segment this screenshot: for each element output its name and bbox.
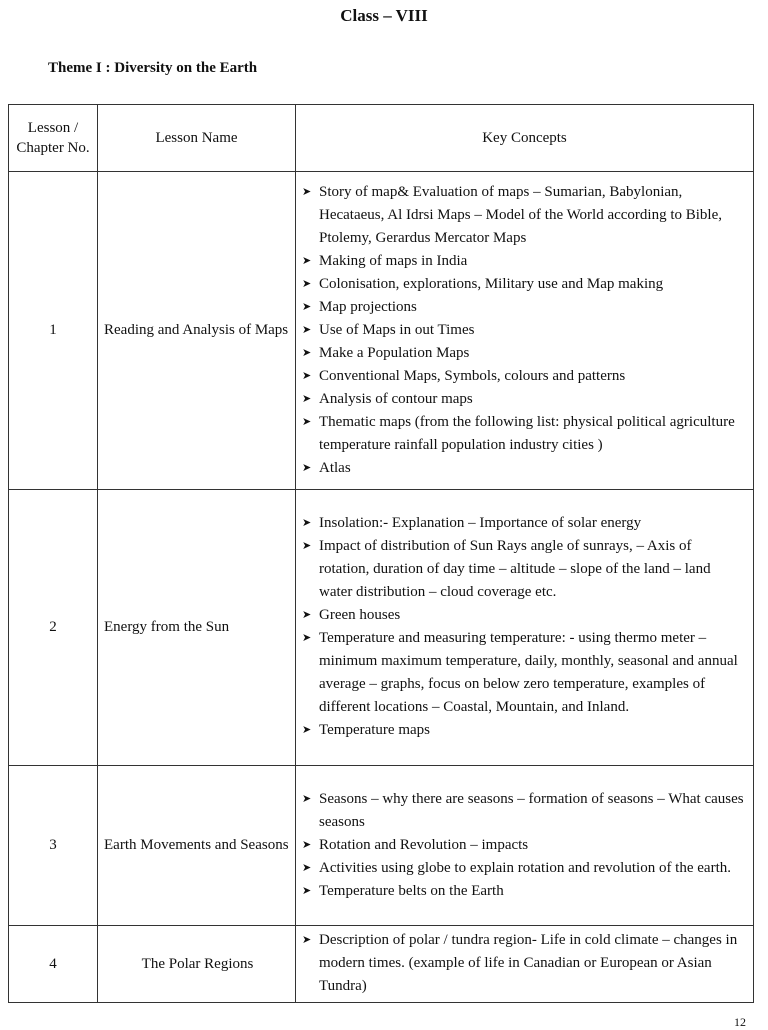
key-concept-text: Conventional Maps, Symbols, colours and patterns [319, 367, 626, 384]
key-concept-item [300, 627, 745, 719]
lesson-name: The Polar Regions [98, 926, 296, 1003]
key-concept-text: Temperature belts on the Earth [319, 882, 504, 899]
key-concepts-list [300, 929, 745, 998]
key-concepts-cell [296, 490, 754, 766]
key-concept-text: Use of Maps in out Times [319, 321, 475, 338]
header-key-concepts: Key Concepts [296, 105, 754, 172]
key-concept-text: Impact of distribution of Sun Rays angle of sunrays, – Axis of rotation, duration of day time – altitude – slope of the land – land water distribution – cloud coverage etc. [319, 538, 711, 600]
key-concept-item [300, 719, 745, 742]
arrow-bullet-icon: ➤ [302, 609, 312, 621]
arrow-bullet-icon: ➤ [302, 300, 312, 313]
arrow-bullet-icon: ➤ [302, 254, 312, 267]
lesson-number: 4 [9, 926, 98, 1003]
arrow-bullet-icon: ➤ [302, 277, 312, 290]
arrow-bullet-icon: ➤ [302, 884, 312, 897]
lesson-number: 2 [9, 490, 98, 766]
lesson-name: Reading and Analysis of Maps [98, 172, 296, 490]
key-concept-text: Story of map& Evaluation of maps – Sumarian, Babylonian, Hecataeus, Al Idrsi Maps – Model of the World according to Bible, Ptolemy, Gerardus Mercator Maps [319, 183, 723, 246]
key-concept-item [300, 857, 745, 880]
key-concepts-list [300, 512, 745, 742]
key-concept-item [300, 788, 745, 834]
table-row [9, 926, 754, 1003]
key-concept-item [300, 273, 745, 296]
key-concept-text: Map projections [319, 298, 417, 315]
arrow-bullet-icon: ➤ [302, 392, 312, 405]
key-concept-item [300, 296, 745, 319]
key-concept-text: Colonisation, explorations, Military use and Map making [319, 275, 664, 292]
key-concept-item [300, 388, 745, 411]
key-concept-item [300, 342, 745, 365]
key-concept-item [300, 457, 745, 480]
arrow-bullet-icon: ➤ [302, 369, 312, 382]
key-concept-text: Seasons – why there are seasons – formation of seasons – What causes seasons [319, 790, 744, 830]
lesson-name: Earth Movements and Seasons [98, 766, 296, 926]
key-concept-item [300, 512, 745, 535]
syllabus-table [8, 104, 754, 1003]
key-concept-item [300, 535, 745, 604]
page-heading: Class – VIII [340, 6, 428, 25]
key-concept-text: Description of polar / tundra region- Life in cold climate – changes in modern times. (example of life in Canadian or European or Asian Tundra) [319, 932, 738, 994]
arrow-bullet-icon: ➤ [302, 540, 312, 552]
key-concept-text: Thematic maps (from the following list: physical political agriculture temperature rainfall population industry cities ) [319, 413, 735, 453]
key-concept-item [300, 929, 745, 998]
key-concept-text: Rotation and Revolution – impacts [319, 836, 529, 853]
key-concept-text: Temperature maps [319, 722, 430, 738]
key-concept-text: Temperature and measuring temperature: - using thermo meter – minimum maximum temperature, daily, monthly, seasonal and annual average – graphs, focus on below zero temperature, examples of different locations – Coastal, Mountain, and Inland. [319, 630, 738, 715]
page-number: 12 [734, 1015, 746, 1029]
arrow-bullet-icon: ➤ [302, 934, 312, 946]
arrow-bullet-icon: ➤ [302, 185, 312, 198]
key-concept-text: Analysis of contour maps [319, 390, 473, 407]
arrow-bullet-icon: ➤ [302, 724, 312, 736]
key-concept-item [300, 604, 745, 627]
table-row [9, 490, 754, 766]
key-concepts-cell [296, 926, 754, 1003]
arrow-bullet-icon: ➤ [302, 632, 312, 644]
key-concept-item [300, 250, 745, 273]
table-row [9, 172, 754, 490]
arrow-bullet-icon: ➤ [302, 792, 312, 805]
key-concept-text: Activities using globe to explain rotation and revolution of the earth. [319, 859, 731, 876]
key-concept-item [300, 834, 745, 857]
key-concepts-list [300, 181, 745, 480]
key-concept-item [300, 880, 745, 903]
table-row [9, 766, 754, 926]
key-concept-item [300, 365, 745, 388]
arrow-bullet-icon: ➤ [302, 461, 312, 474]
key-concept-text: Atlas [319, 459, 351, 476]
arrow-bullet-icon: ➤ [302, 861, 312, 874]
key-concept-text: Insolation:- Explanation – Importance of solar energy [319, 515, 642, 531]
key-concepts-cell [296, 766, 754, 926]
key-concept-text: Making of maps in India [319, 252, 468, 269]
key-concept-text: Make a Population Maps [319, 344, 470, 361]
arrow-bullet-icon: ➤ [302, 415, 312, 428]
key-concepts-cell [296, 172, 754, 490]
key-concept-item [300, 181, 745, 250]
key-concepts-list [300, 788, 745, 903]
arrow-bullet-icon: ➤ [302, 517, 312, 529]
arrow-bullet-icon: ➤ [302, 838, 312, 851]
header-lesson-no: Lesson / Chapter No. [9, 105, 98, 172]
arrow-bullet-icon: ➤ [302, 323, 312, 336]
theme-title: Theme I : Diversity on the Earth [48, 60, 258, 76]
key-concept-item [300, 319, 745, 342]
header-lesson-name: Lesson Name [98, 105, 296, 172]
arrow-bullet-icon: ➤ [302, 346, 312, 359]
key-concept-text: Green houses [319, 607, 401, 623]
table-header-row [9, 105, 754, 172]
key-concept-item [300, 411, 745, 457]
lesson-number: 1 [9, 172, 98, 490]
lesson-name: Energy from the Sun [98, 490, 296, 766]
lesson-number: 3 [9, 766, 98, 926]
